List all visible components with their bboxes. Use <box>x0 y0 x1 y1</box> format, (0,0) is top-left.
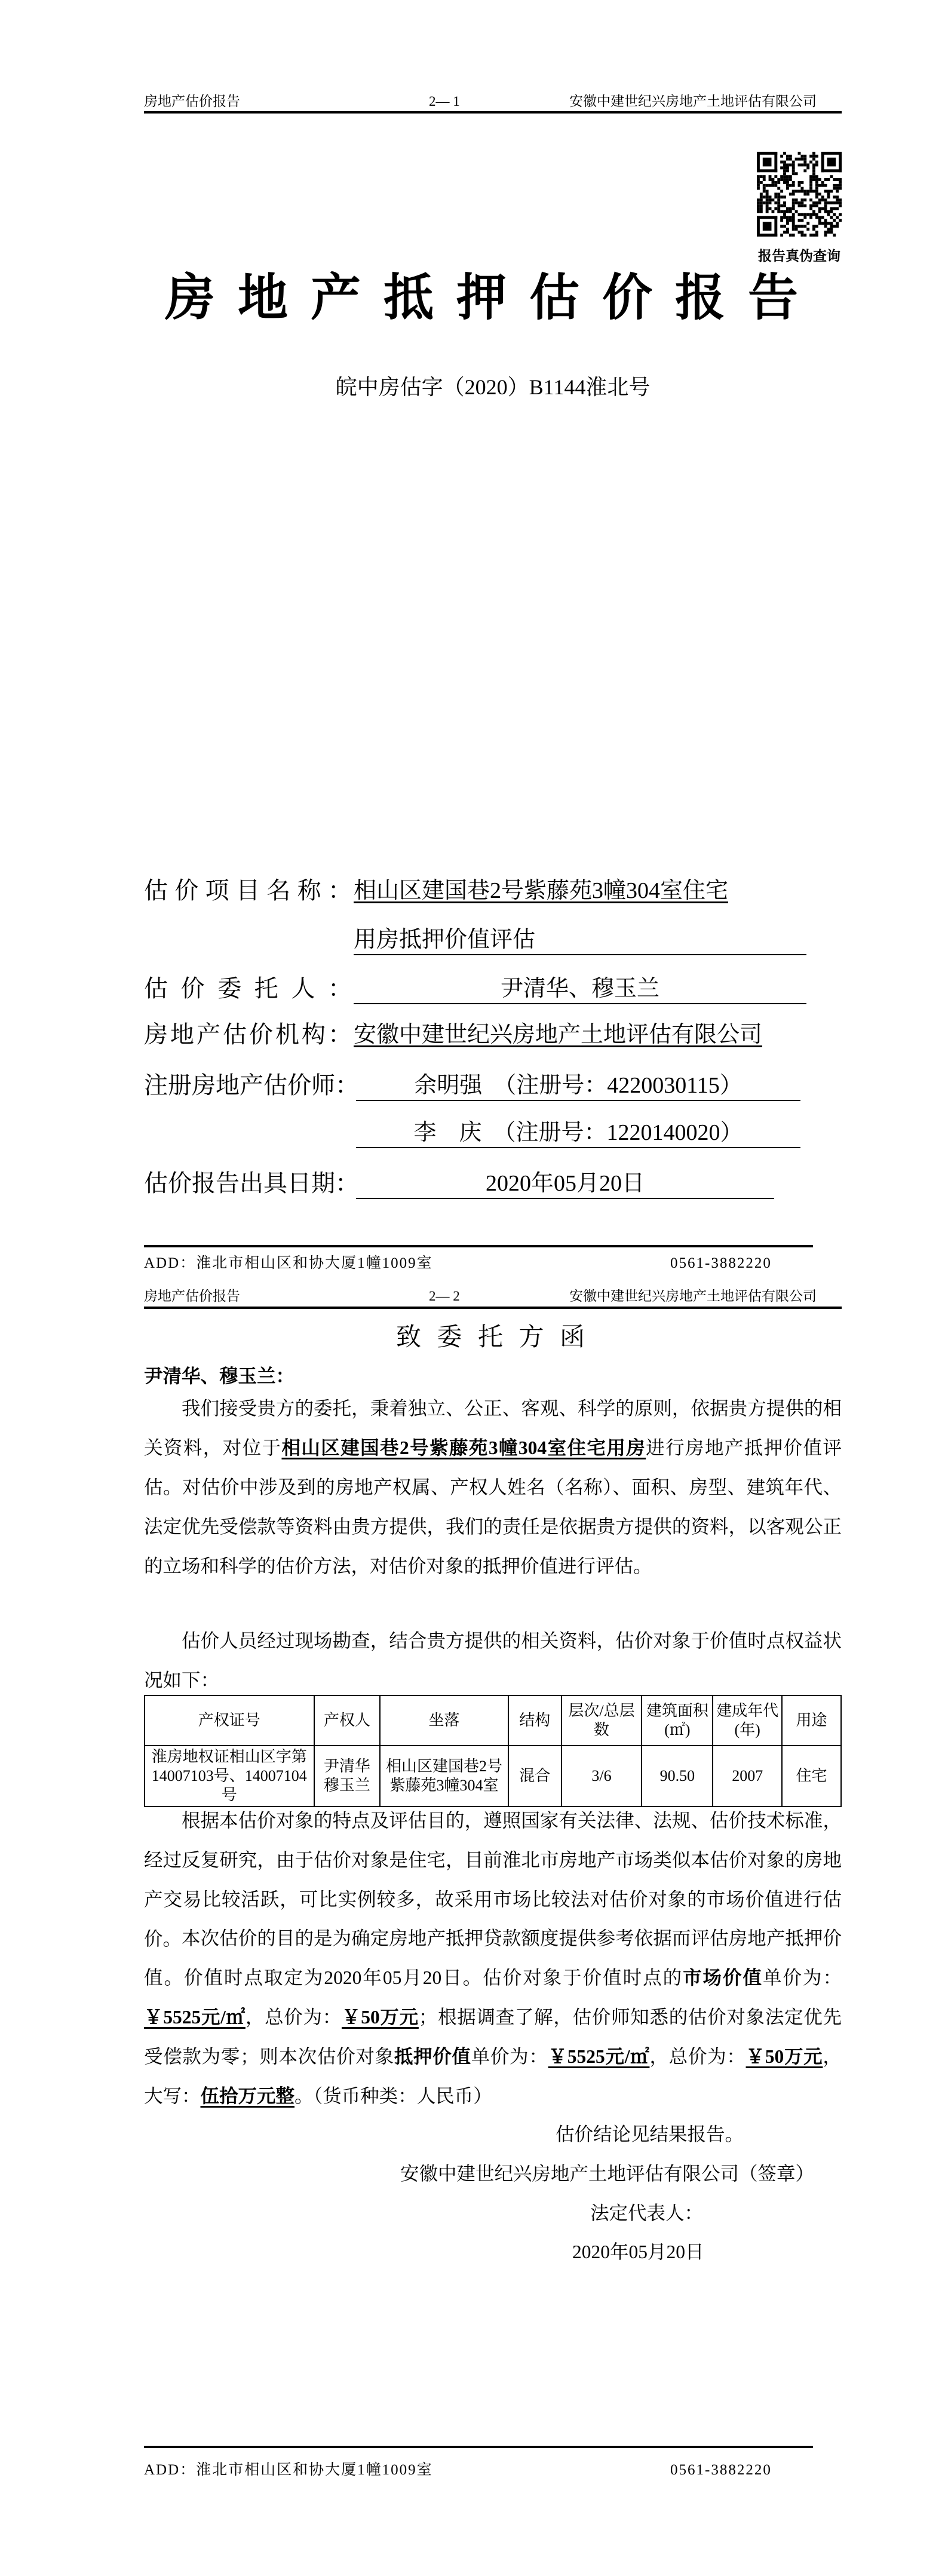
paragraph-survey: 估价人员经过现场勘查，结合贵方提供的相关资料，估价对象于价值时点权益状况如下： <box>144 1630 842 1691</box>
col-header: 结构 <box>508 1695 562 1746</box>
footer-phone: 0561-3882220 <box>670 2462 772 2478</box>
col-header: 用途 <box>782 1695 841 1746</box>
underline <box>356 1100 800 1101</box>
text: 单价为： <box>763 1967 842 1988</box>
underline <box>354 1003 806 1004</box>
date-label: 估价报告出具日期： <box>144 1170 359 1197</box>
col-header: 产权证号 <box>145 1695 314 1746</box>
appraiser-2: 李 庆 （注册号：1220140020） <box>413 1120 743 1145</box>
table-row <box>145 1746 841 1807</box>
property-address: 相山区建国巷2号紫藤苑3幢304室住宅用房 <box>281 1437 646 1458</box>
property-table <box>144 1695 842 1807</box>
mortgage-total-price: ￥50万元 <box>745 2046 823 2067</box>
cell-certificate: 淮房地权证相山区字第14007103号、14007104号 <box>145 1746 314 1807</box>
paragraph-method: 根据本估价对象的特点及评估目的，遵照国家有关法律、法规、估价技术标准，经过反复研究，由于估价对象是住宅，目前淮北市房地产市场类似本估价对象的房地产交易比较活跃，可比实例较多，故采用市场比较法对估价对象的市场价值进行估价。 <box>144 1810 842 1949</box>
header-right: 安徽中建世纪兴房地产土地评估有限公司 <box>569 94 817 109</box>
col-header: 坐落 <box>380 1695 508 1746</box>
market-total-price: ￥50万元 <box>341 2007 419 2028</box>
text: 单价为： <box>471 2046 548 2067</box>
agency-label: 房地产估价机构： <box>144 1021 352 1048</box>
header-left: 房地产估价报告 <box>144 1289 240 1304</box>
appraiser-label: 注册房地产估价师： <box>144 1072 359 1099</box>
letter-title: 致 委 托 方 函 <box>395 1324 590 1351</box>
underline <box>356 1198 774 1199</box>
amount-in-words: 伍拾万元整 <box>200 2086 295 2106</box>
header-rule <box>144 1307 842 1309</box>
col-header: 层次/总层数 <box>562 1695 642 1746</box>
cell-usage: 住宅 <box>782 1746 841 1807</box>
paragraph-valuation <box>144 1919 842 2116</box>
underline <box>354 954 806 955</box>
header-left: 房地产估价报告 <box>144 94 240 109</box>
mortgage-unit-price: ￥5525元/㎡ <box>548 2046 650 2067</box>
col-header: 产权人 <box>314 1695 381 1746</box>
market-unit-price: ￥5525元/㎡ <box>144 2007 246 2028</box>
client-label: 估价委托人： <box>144 975 352 1002</box>
agency-value: 安徽中建世纪兴房地产土地评估有限公司 <box>354 1022 763 1047</box>
date-value: 2020年05月20日 <box>485 1171 645 1196</box>
mortgage-value-label: 抵押价值 <box>394 2046 471 2067</box>
legal-representative: 法定代表人： <box>590 2203 704 2224</box>
header-page-number: 2— 2 <box>429 1289 460 1304</box>
cell-area: 90.50 <box>642 1746 713 1807</box>
signature-date: 2020年05月20日 <box>572 2241 704 2262</box>
cell-owner: 尹清华穆玉兰 <box>314 1746 381 1807</box>
footer-phone: 0561-3882220 <box>670 1255 772 1271</box>
salutation: 尹清华、穆玉兰： <box>144 1366 295 1387</box>
report-number: 皖中房估字（2020）B1144淮北号 <box>335 375 651 399</box>
footer-address: ADD：淮北市相山区和协大厦1幢1009室 <box>144 1255 433 1271</box>
text: ，总价为： <box>649 2046 746 2067</box>
text: ，大写： <box>144 2046 842 2106</box>
text: 进行房地产抵押价值评估。对估价中涉及到的房地产权属、产权人姓名（名称）、面积、房型、建筑年代、法定优先受偿款等资料由贵方提供，我们的责任是依据贵方提供的资料，以客观公正的立场和科学的估价方法，对估价对象的抵押价值进行评估。 <box>144 1437 842 1577</box>
paragraph-commission <box>144 1389 842 1586</box>
qr-label: 报告真伪查询 <box>758 249 840 263</box>
col-header: 建筑面积(㎡) <box>642 1695 713 1746</box>
header-rule <box>144 111 842 114</box>
underline <box>356 1147 800 1148</box>
cell-location: 相山区建国巷2号紫藤苑3幢304室 <box>380 1746 508 1807</box>
project-label: 估价项目名称： <box>144 877 352 904</box>
header-right: 安徽中建世纪兴房地产土地评估有限公司 <box>569 1289 817 1304</box>
cell-year: 2007 <box>713 1746 782 1807</box>
company-seal: 安徽中建世纪兴房地产土地评估有限公司（签章） <box>400 2163 815 2184</box>
footer-rule <box>144 1245 813 1247</box>
footer-rule <box>144 2446 813 2448</box>
header-page-number: 2— 1 <box>429 94 460 109</box>
cell-floor: 3/6 <box>562 1746 642 1807</box>
qr-code-icon[interactable] <box>757 152 842 237</box>
appraiser-1: 余明强 （注册号：4220030115） <box>414 1073 743 1098</box>
text: ，总价为： <box>245 2007 342 2028</box>
conclusion-note: 估价结论见结果报告。 <box>556 2124 744 2145</box>
col-header: 建成年代(年) <box>713 1695 782 1746</box>
market-value-label: 市场价值 <box>683 1967 763 1988</box>
client-value: 尹清华、穆玉兰 <box>500 976 659 1001</box>
project-value-line2: 用房抵押价值评估 <box>354 927 536 952</box>
report-title: 房地产抵押估价报告 <box>164 271 821 326</box>
footer-address: ADD：淮北市相山区和协大厦1幢1009室 <box>144 2462 433 2478</box>
project-value-line1: 相山区建国巷2号紫藤苑3幢304室住宅 <box>354 878 729 903</box>
table-header-row <box>145 1695 841 1746</box>
text: ；根据调查了解，估价师知悉的估价对象法定优先受偿款为零；则本次估价对象 <box>144 2007 842 2067</box>
text: 本次估价的目的是为确定房地产抵押贷款额度提供参考依据而评估房地产抵押价值。价值时点取定为2020年05月20日。估价对象于价值时点的 <box>144 1928 842 1988</box>
text: 。（货币种类：人民币） <box>294 2086 492 2106</box>
cell-structure: 混合 <box>508 1746 562 1807</box>
text: 我们接受贵方的委托，秉着独立、公正、客观、科学的原则，依据贵方提供的相关资料，对位于 <box>144 1398 842 1458</box>
